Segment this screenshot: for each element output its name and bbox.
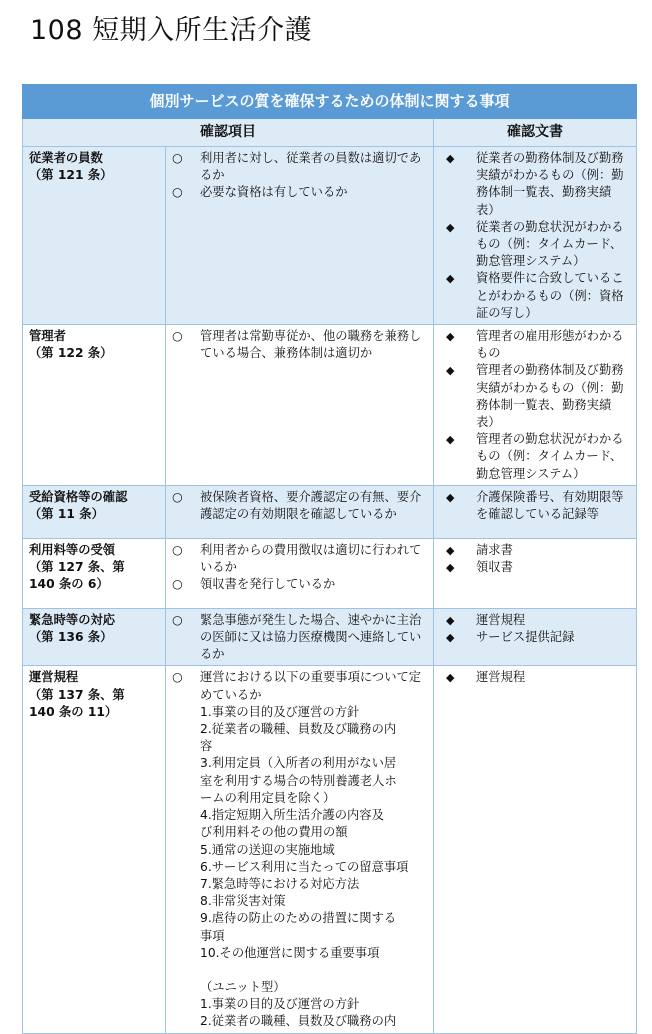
check-items-cell [166,325,434,486]
sub-item: び利用料その他の費用の額 [200,825,348,840]
category-cell [23,608,166,666]
category-label: （第 127 条、第 [29,560,125,575]
document-item-text: 請求書 [476,542,513,557]
sub-item: 10.その他運営に関する重要事項 [200,945,380,960]
documents-cell [434,608,637,666]
category-label: 140 条の 11） [29,704,118,719]
column-header-row [23,119,637,147]
sub-item: 2.従業者の職種、員数及び職務の内 [200,1014,397,1029]
diamond-bullet-icon: ◆ [446,364,455,378]
table-row [23,608,637,666]
diamond-bullet-icon: ◆ [446,671,455,685]
category-label: （第 122 条） [29,346,113,361]
documents-cell [434,485,637,538]
check-items-cell [166,147,434,325]
document-item [442,669,628,686]
table-row [23,147,637,325]
document-item [442,612,628,629]
document-item-text: サービス提供記録 [476,630,575,645]
check-item [172,576,425,593]
sub-item: 室を利用する場合の特別養護老人ホ [200,773,397,788]
header-check-documents: 確認文書 [434,119,637,147]
documents-cell [434,147,637,325]
check-items-cell [166,538,434,608]
diamond-bullet-icon: ◆ [446,490,455,504]
check-item-text: 運営における以下の重要事項について定めているか [200,670,422,702]
checklist-table [22,84,637,1034]
document-item [442,559,628,576]
circle-bullet-icon: ○ [172,329,183,344]
sub-item: 8.非常災害対策 [200,894,286,909]
table-row [23,666,637,1033]
sub-item: 2.従業者の職種、員数及び職務の内 [200,722,397,737]
documents-cell [434,538,637,608]
document-item [442,328,628,362]
document-item-text: 従業者の勤怠状況がわかるもの（例：タイムカード、勤怠管理システム） [476,219,624,269]
diamond-bullet-icon: ◆ [446,272,455,286]
document-item-text: 運営規程 [476,612,526,627]
check-item [172,489,425,523]
diamond-bullet-icon: ◆ [446,433,455,447]
sub-item: 1.事業の目的及び運営の方針 [200,704,360,719]
document-item-text: 従業者の勤務体制及び勤務実績がわかるもの（例：勤務体制一覧表、勤務実績表） [476,151,624,217]
sub-item: 4.指定短期入所生活介護の内容及 [200,808,384,823]
check-items-cell [166,485,434,538]
sub-item: 容 [200,739,213,754]
check-item [172,669,425,703]
table-row [23,538,637,608]
category-label: 管理者 [29,329,66,344]
category-label: （第 11 条） [29,507,104,522]
sub-item: 3.利用定員（入所者の利用がない居 [200,756,397,771]
category-cell [23,538,166,608]
sub-item-list [172,704,425,1031]
documents-cell [434,666,637,1033]
diamond-bullet-icon: ◆ [446,561,455,575]
document-item-text: 領収書 [476,560,513,575]
table-banner-row [23,85,637,119]
diamond-bullet-icon: ◆ [446,330,455,344]
check-item-text: 領収書を発行しているか [200,577,336,592]
category-label: 受給資格等の確認 [29,489,128,504]
check-item [172,542,425,576]
category-cell [23,666,166,1033]
check-items-cell [166,666,434,1033]
check-item-text: 利用者からの費用徴収は適切に行われているか [200,542,422,575]
sub-item: 5.通常の送迎の実施地域 [200,842,335,857]
check-item [172,184,425,201]
document-item-text: 管理者の雇用形態がわかるもの [476,329,624,361]
check-item [172,328,425,362]
category-label: 利用料等の受領 [29,542,116,557]
document-item [442,489,628,523]
category-cell [23,147,166,325]
check-item [172,612,425,664]
check-item-text: 必要な資格は有しているか [200,185,348,200]
check-item-text: 緊急事態が発生した場合、速やかに主治の医師に又は協力医療機関へ連絡しているか [200,612,422,662]
sub-item: 9.虐待の防止のための措置に関する [200,911,397,926]
category-label: （第 121 条） [29,168,113,183]
table-row [23,485,637,538]
circle-bullet-icon: ○ [172,612,183,627]
table-banner: 個別サービスの質を確保するための体制に関する事項 [23,85,637,119]
circle-bullet-icon: ○ [172,185,183,200]
sub-item: 7.緊急時等における対応方法 [200,876,360,891]
document-item [442,542,628,559]
diamond-bullet-icon: ◆ [446,543,455,557]
diamond-bullet-icon: ◆ [446,631,455,645]
diamond-bullet-icon: ◆ [446,152,455,165]
category-label: 140 条の 6） [29,577,109,592]
category-label: （第 137 条、第 [29,687,125,702]
document-item-text: 管理者の勤怠状況がわかるもの（例：タイムカード、勤怠管理システム） [476,432,624,481]
document-item-text: 介護保険番号、有効期限等を確認している記録等 [476,489,624,522]
category-label: 緊急時等の対応 [29,612,116,627]
check-item [172,150,425,184]
documents-cell [434,325,637,486]
check-item-text: 利用者に対し、従業者の員数は適切であるか [200,151,422,183]
document-item-text: 運営規程 [476,670,526,685]
table-row [23,325,637,486]
document-item [442,629,628,646]
page-title: 108 短期入所生活介護 [30,15,313,46]
document-item [442,431,628,483]
circle-bullet-icon: ○ [172,577,183,592]
category-label: （第 136 条） [29,630,113,645]
circle-bullet-icon: ○ [172,542,183,557]
check-item-text: 被保険者資格、要介護認定の有無、要介護認定の有効期限を確認しているか [200,489,422,522]
document-item [442,270,628,322]
category-cell [23,325,166,486]
diamond-bullet-icon: ◆ [446,613,455,627]
document-item-text: 管理者の勤務体制及び勤務実績がわかるもの（例：勤務体制一覧表、勤務実績表） [476,363,624,430]
document-item [442,219,628,271]
document-item [442,150,628,219]
check-items-cell [166,608,434,666]
sub-item: 事項 [200,928,225,943]
circle-bullet-icon: ○ [172,151,183,165]
category-label: 運営規程 [29,670,79,685]
sub-item [200,962,425,979]
category-cell [23,485,166,538]
circle-bullet-icon: ○ [172,670,183,685]
header-check-items: 確認項目 [23,119,434,147]
diamond-bullet-icon: ◆ [446,220,455,234]
circle-bullet-icon: ○ [172,489,183,504]
category-label: 従業者の員数 [29,151,103,165]
sub-item: 1.事業の目的及び運営の方針 [200,997,360,1012]
sub-item: （ユニット型） [200,979,286,994]
document-item [442,362,628,431]
sub-item: ームの利用定員を除く） [200,790,336,805]
sub-item: 6.サービス利用に当たっての留意事項 [200,859,409,874]
check-item-text: 管理者は常勤専従か、他の職務を兼務している場合、兼務体制は適切か [200,329,422,361]
document-item-text: 資格要件に合致していることがわかるもの（例：資格証の写し） [476,271,624,320]
